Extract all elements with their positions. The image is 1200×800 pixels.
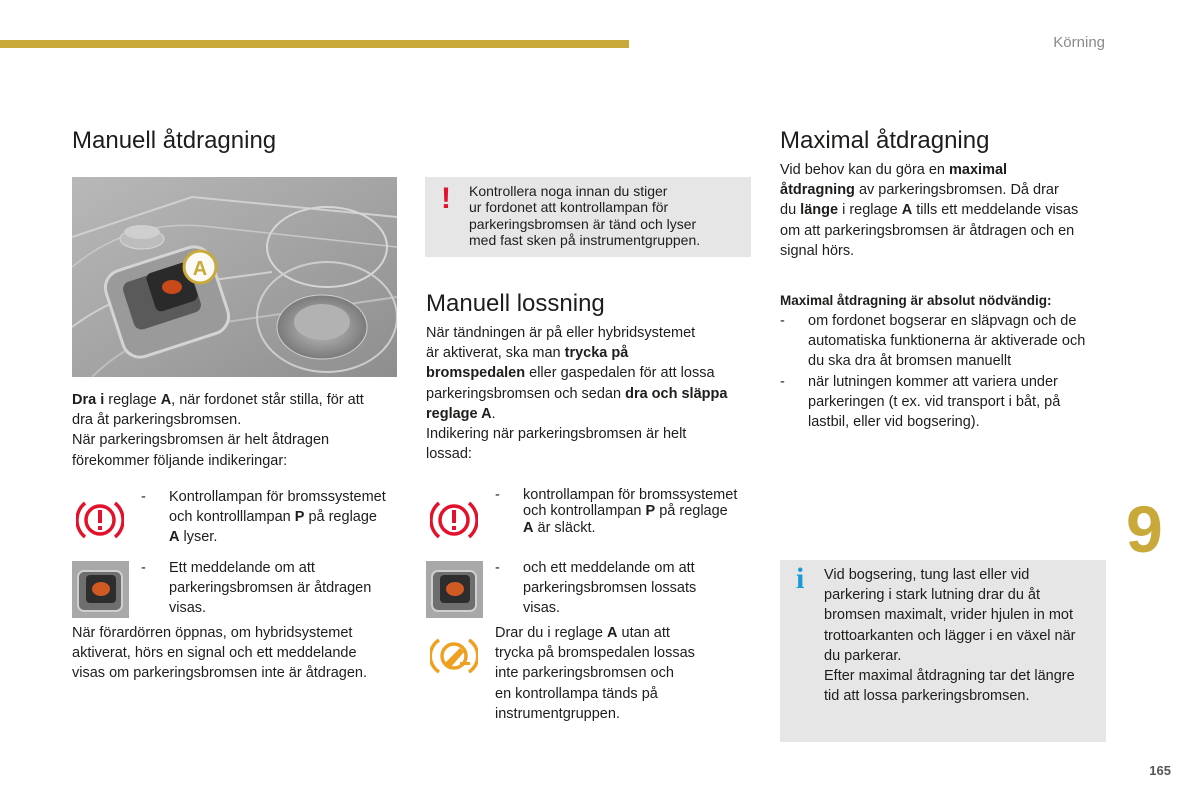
section-label: Körning	[1053, 34, 1105, 51]
info-box: i Vid bogsering, tung last eller vid parkering i stark lutning drar du åt bromsen maximalt, vrider hjulen in mot trottoarkanten och lägger i en växel när du parkerar. Efter maximal åtdragning tar det längre tid att lossa parkeringsbromsen.	[780, 560, 1106, 742]
left-bullet-1: - Kontrollampan för bromssystemet och kontrolllampan P på reglage A lyser.	[141, 489, 386, 546]
brake-pedal-lamp-icon	[430, 637, 478, 680]
callout-letter: A	[192, 258, 208, 280]
brake-warning-icon	[76, 499, 124, 546]
console-photo	[72, 177, 397, 377]
chapter-number: 9	[1126, 492, 1163, 566]
warning-box: ! Kontrollera noga innan du stiger ur fordonet att kontrollampan för parkeringsbromsen är tänd och lyser med fast sken på instrumentgruppen.	[425, 177, 751, 257]
brake-warning-icon-2	[430, 499, 478, 546]
info-icon: i	[796, 562, 805, 595]
right-subheading: Maximal åtdragning är absolut nödvändig:	[780, 293, 1052, 308]
switch-thumbnail	[72, 561, 129, 618]
switch-thumbnail-2	[426, 561, 483, 618]
middle-intro: När tändningen är på eller hybridsystemet är aktiverat, ska man trycka på bromspedalen eller gaspedalen för att lossa parkeringsbromsen och sedan dra och släppa reglage A. Indikering när parkeringsbromsen är helt lossad:	[426, 325, 728, 463]
right-bullet-2: - när lutningen kommer att variera under parkeringen (t ex. vid transport i båt, på lastbil, eller vid bogsering).	[780, 374, 1061, 431]
header-accent-bar	[0, 40, 629, 48]
right-title: Maximal åtdragning	[780, 127, 990, 154]
right-bullet-1: - om fordonet bogserar en släpvagn och de automatiska funktionerna är aktiverade och du ska dra åt bromsen manuellt	[780, 313, 1086, 370]
page-number: 165	[1149, 763, 1171, 778]
middle-title: Manuell lossning	[426, 290, 605, 317]
left-bullet-2: - Ett meddelande om att parkeringsbromsen är åtdragen visas.	[141, 560, 372, 617]
middle-bullet-2: - och ett meddelande om att parkeringsbromsen lossats visas.	[495, 560, 697, 617]
left-intro: Dra i reglage A, när fordonet står stilla, för att dra åt parkeringsbromsen. När parkeringsbromsen är helt åtdragen förekommer följande indikeringar:	[72, 392, 364, 469]
left-title: Manuell åtdragning	[72, 127, 277, 154]
middle-footer: Drar du i reglage A utan att trycka på bromspedalen lossas inte parkeringsbromsen och en kontrollampa tänds på instrumentgruppen.	[495, 625, 695, 722]
middle-bullet-1: - kontrollampan för bromssystemet och kontrollampan P på reglage A är släckt.	[495, 487, 738, 536]
right-intro: Vid behov kan du göra en maximal åtdragning av parkeringsbromsen. Då drar du länge i reglage A tills ett meddelande visas om att parkeringsbromsen är åtdragen och en signal hörs.	[780, 162, 1079, 259]
warning-exclamation-icon: !	[441, 182, 451, 215]
left-footer: När förardörren öppnas, om hybridsystemet aktiverat, hörs en signal och ett meddelande visas om parkeringsbromsen inte är åtdragen.	[72, 625, 367, 682]
